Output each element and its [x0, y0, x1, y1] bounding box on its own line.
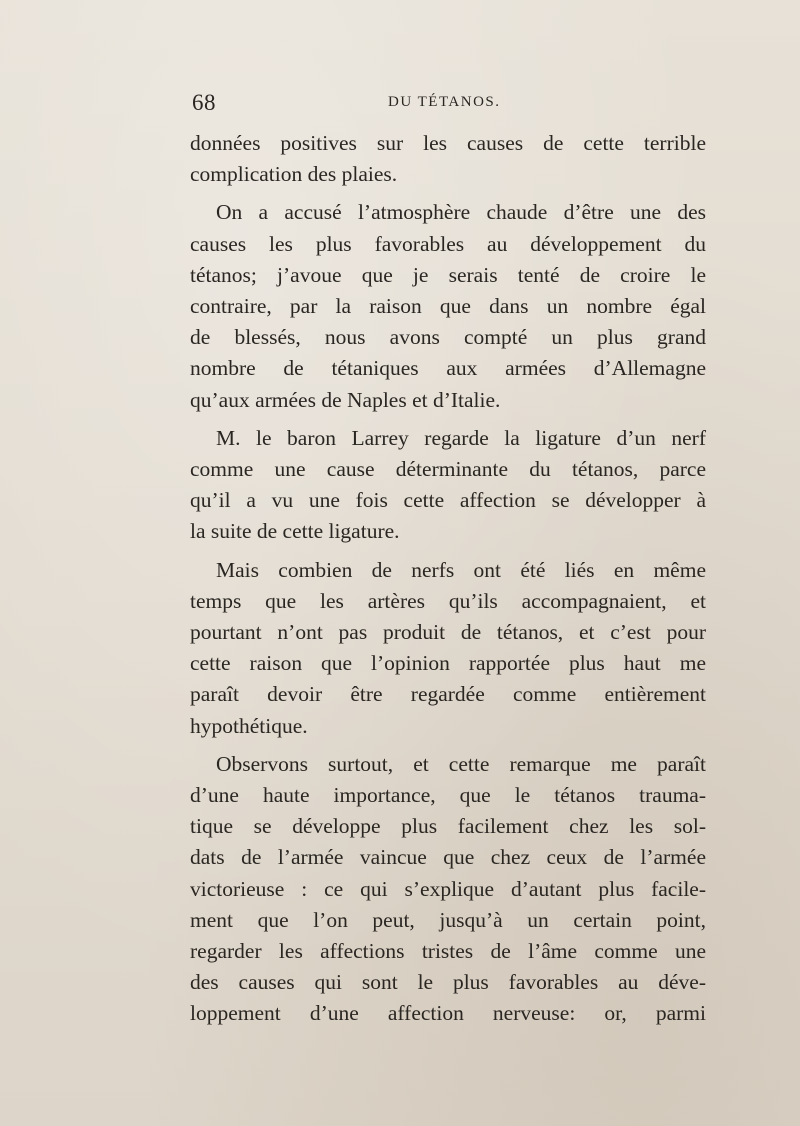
text-line: paraît devoir être regardée comme entièrement: [190, 682, 706, 707]
text-line: qu’il a vu une fois cette affection se développer à: [190, 488, 706, 513]
text-line: tique se développe plus facilement chez les sol-: [190, 814, 706, 839]
running-title: DU TÉTANOS.: [388, 94, 501, 110]
text-line: pourtant n’ont pas produit de tétanos, et c’est pour: [190, 620, 706, 645]
text-line: tétanos; j’avoue que je serais tenté de croire le: [190, 262, 706, 287]
text-line: ment que l’on peut, jusqu’à un certain point,: [190, 907, 706, 932]
text-line: données positives sur les causes de cette terrible: [190, 131, 706, 155]
text-line: On a accusé l’atmosphère chaude d’être une des: [216, 200, 706, 225]
paragraph: [190, 749, 706, 1030]
text-line: contraire, par la raison que dans un nombre égal: [190, 294, 706, 319]
paragraph: [190, 197, 706, 415]
text-line: regarder les affections tristes de l’âme comme une: [190, 939, 706, 964]
text-line: M. le baron Larrey regarde la ligature d’un nerf: [216, 425, 706, 450]
text-line: causes les plus favorables au développement du: [190, 231, 706, 256]
page-header: [192, 90, 706, 120]
text-line: comme une cause déterminante du tétanos, parce: [190, 457, 706, 482]
paragraph: [190, 128, 706, 190]
paragraph: [190, 423, 706, 548]
text-line: des causes qui sont le plus favorables au déve-: [190, 970, 706, 995]
text-line: hypothétique.: [190, 713, 308, 738]
text-line: dats de l’armée vaincue que chez ceux de l’armée: [190, 845, 706, 870]
text-line: loppement d’une affection nerveuse: or, parmi: [190, 1001, 706, 1026]
text-line: Mais combien de nerfs ont été liés en même: [216, 557, 706, 582]
text-line: Observons surtout, et cette remarque me paraît: [216, 751, 706, 776]
text-line: nombre de tétaniques aux armées d’Allemagne: [190, 356, 706, 381]
text-line: de blessés, nous avons compté un plus grand: [190, 325, 706, 350]
text-line: la suite de cette ligature.: [190, 519, 400, 544]
paragraph: [190, 555, 706, 742]
text-line: temps que les artères qu’ils accompagnaient, et: [190, 588, 706, 613]
text-line: qu’aux armées de Naples et d’Italie.: [190, 387, 501, 412]
page-number: 68: [192, 90, 216, 115]
text-line: victorieuse : ce qui s’explique d’autant plus facile-: [190, 876, 706, 901]
body-text: [190, 128, 706, 1037]
text-line: cette raison que l’opinion rapportée plus haut me: [190, 651, 706, 676]
text-line: complication des plaies.: [190, 162, 398, 187]
text-line: d’une haute importance, que le tétanos trauma-: [190, 783, 706, 808]
